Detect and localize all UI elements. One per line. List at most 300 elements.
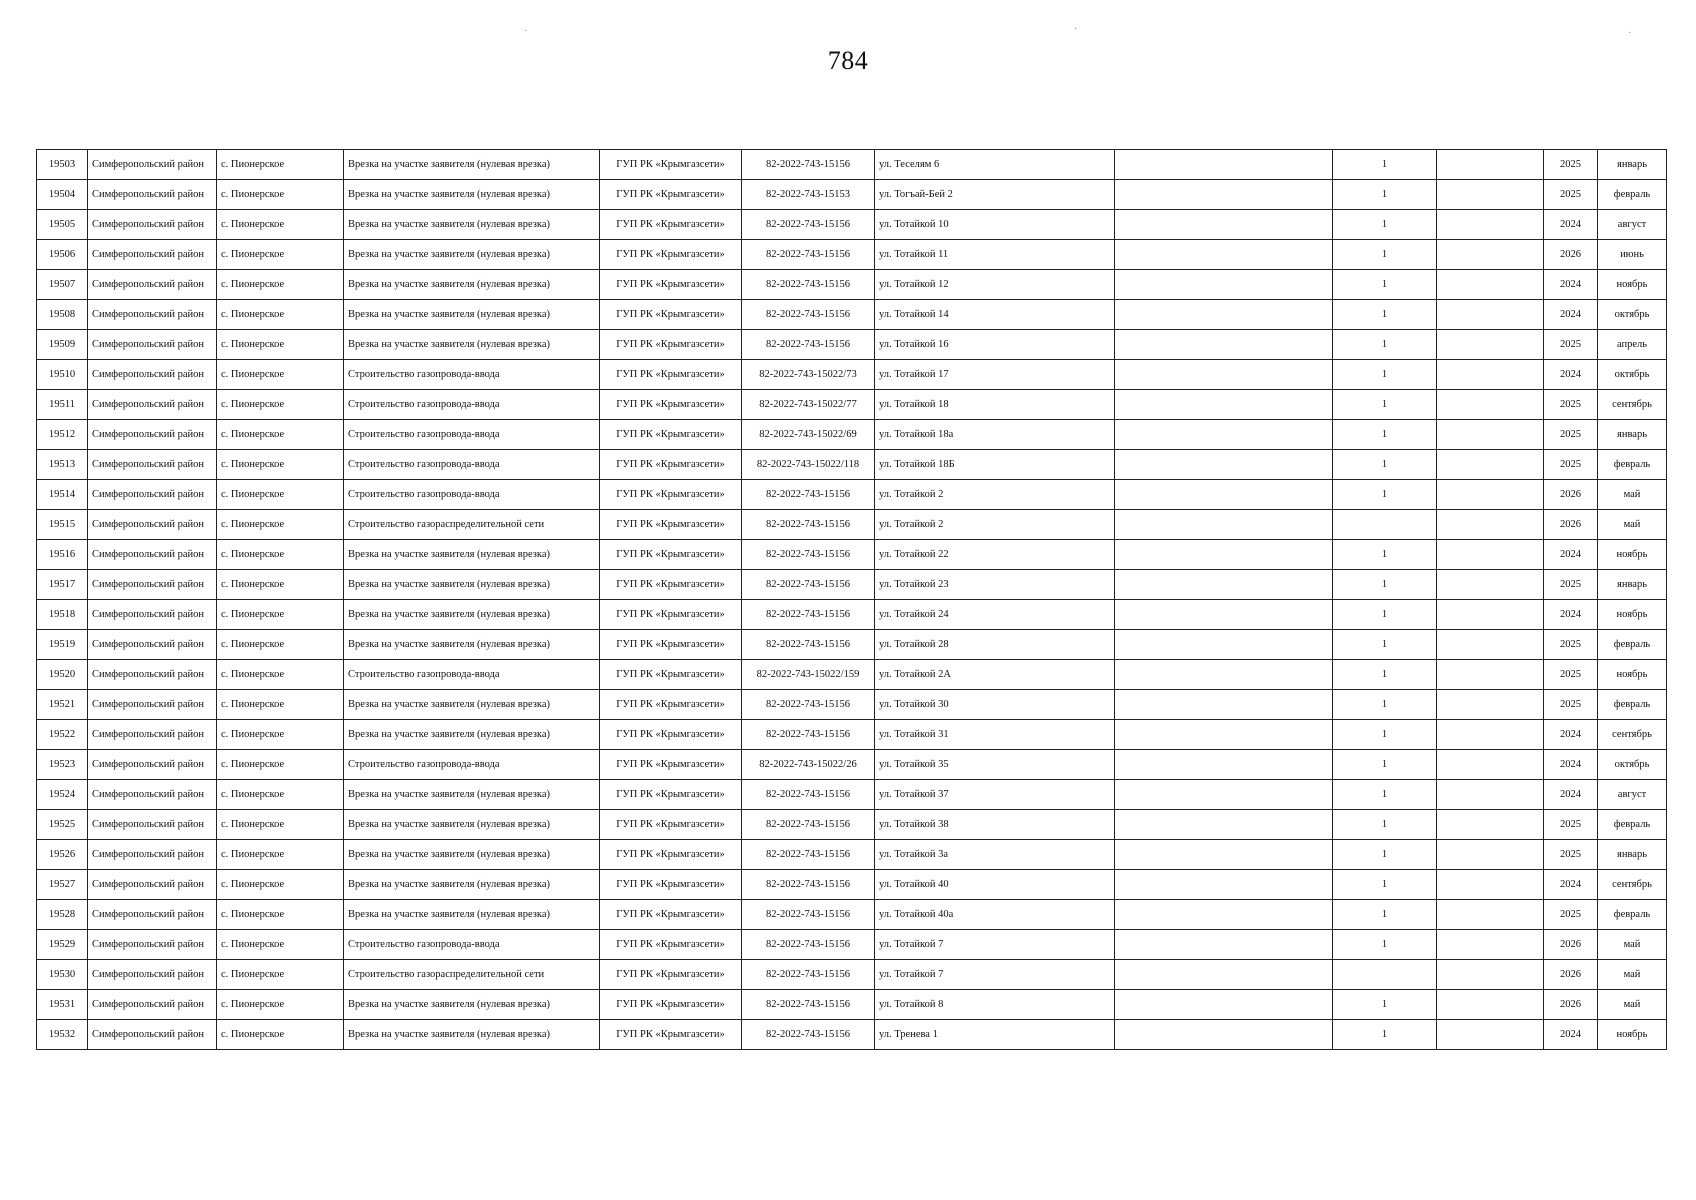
empty-cell	[1115, 300, 1333, 330]
empty-cell	[1115, 900, 1333, 930]
district-cell: Симферопольский район	[88, 720, 217, 750]
work-type-cell: Врезка на участке заявителя (нулевая врезка)	[344, 780, 600, 810]
work-type-cell: Строительство газопровода-ввода	[344, 390, 600, 420]
empty-cell	[1115, 840, 1333, 870]
quantity-cell: 1	[1333, 690, 1437, 720]
quantity-cell: 1	[1333, 780, 1437, 810]
empty-cell	[1115, 480, 1333, 510]
district-cell: Симферопольский район	[88, 780, 217, 810]
address-cell: ул. Тотайкой 23	[875, 570, 1115, 600]
empty-cell	[1115, 240, 1333, 270]
district-cell: Симферопольский район	[88, 660, 217, 690]
work-type-cell: Строительство газораспределительной сети	[344, 960, 600, 990]
contract-number-cell: 82-2022-743-15156	[742, 600, 875, 630]
district-cell: Симферопольский район	[88, 630, 217, 660]
work-type-cell: Строительство газопровода-ввода	[344, 420, 600, 450]
organization-cell: ГУП РК «Крымгазсети»	[600, 390, 742, 420]
address-cell: ул. Тотайкой 12	[875, 270, 1115, 300]
row-number-cell: 19514	[37, 480, 88, 510]
village-cell: с. Пионерское	[217, 810, 344, 840]
empty-cell	[1437, 1020, 1544, 1050]
empty-cell	[1115, 270, 1333, 300]
empty-cell	[1437, 300, 1544, 330]
address-cell: ул. Тотайкой 8	[875, 990, 1115, 1020]
work-type-cell: Врезка на участке заявителя (нулевая врезка)	[344, 210, 600, 240]
year-cell: 2024	[1544, 1020, 1598, 1050]
empty-cell	[1115, 570, 1333, 600]
row-number-cell: 19528	[37, 900, 88, 930]
empty-cell	[1437, 870, 1544, 900]
year-cell: 2024	[1544, 600, 1598, 630]
contract-number-cell: 82-2022-743-15156	[742, 270, 875, 300]
month-cell: февраль	[1598, 450, 1667, 480]
month-cell: ноябрь	[1598, 270, 1667, 300]
work-type-cell: Врезка на участке заявителя (нулевая врезка)	[344, 810, 600, 840]
empty-cell	[1115, 360, 1333, 390]
table-row	[37, 960, 1667, 990]
scan-speck: ·	[1074, 24, 1078, 35]
village-cell: с. Пионерское	[217, 210, 344, 240]
table-row	[37, 390, 1667, 420]
row-number-cell: 19507	[37, 270, 88, 300]
empty-cell	[1437, 600, 1544, 630]
quantity-cell: 1	[1333, 450, 1437, 480]
work-type-cell: Врезка на участке заявителя (нулевая врезка)	[344, 150, 600, 180]
row-number-cell: 19532	[37, 1020, 88, 1050]
contract-number-cell: 82-2022-743-15022/118	[742, 450, 875, 480]
quantity-cell: 1	[1333, 390, 1437, 420]
organization-cell: ГУП РК «Крымгазсети»	[600, 1020, 742, 1050]
organization-cell: ГУП РК «Крымгазсети»	[600, 450, 742, 480]
quantity-cell: 1	[1333, 540, 1437, 570]
year-cell: 2025	[1544, 690, 1598, 720]
contract-number-cell: 82-2022-743-15156	[742, 1020, 875, 1050]
quantity-cell: 1	[1333, 840, 1437, 870]
quantity-cell: 1	[1333, 630, 1437, 660]
row-number-cell: 19512	[37, 420, 88, 450]
village-cell: с. Пионерское	[217, 780, 344, 810]
village-cell: с. Пионерское	[217, 510, 344, 540]
work-type-cell: Строительство газопровода-ввода	[344, 450, 600, 480]
table-row	[37, 450, 1667, 480]
organization-cell: ГУП РК «Крымгазсети»	[600, 840, 742, 870]
table-row	[37, 150, 1667, 180]
empty-cell	[1437, 540, 1544, 570]
month-cell: октябрь	[1598, 360, 1667, 390]
quantity-cell: 1	[1333, 660, 1437, 690]
address-cell: ул. Тотайкой 35	[875, 750, 1115, 780]
quantity-cell: 1	[1333, 240, 1437, 270]
village-cell: с. Пионерское	[217, 450, 344, 480]
table-row	[37, 180, 1667, 210]
empty-cell	[1115, 420, 1333, 450]
row-number-cell: 19508	[37, 300, 88, 330]
address-cell: ул. Тотайкой 7	[875, 930, 1115, 960]
work-type-cell: Врезка на участке заявителя (нулевая врезка)	[344, 870, 600, 900]
empty-cell	[1115, 660, 1333, 690]
row-number-cell: 19505	[37, 210, 88, 240]
quantity-cell: 1	[1333, 270, 1437, 300]
row-number-cell: 19504	[37, 180, 88, 210]
district-cell: Симферопольский район	[88, 390, 217, 420]
empty-cell	[1437, 840, 1544, 870]
table-row	[37, 720, 1667, 750]
empty-cell	[1437, 240, 1544, 270]
table-row	[37, 330, 1667, 360]
empty-cell	[1115, 540, 1333, 570]
village-cell: с. Пионерское	[217, 270, 344, 300]
quantity-cell: 1	[1333, 300, 1437, 330]
village-cell: с. Пионерское	[217, 630, 344, 660]
contract-number-cell: 82-2022-743-15156	[742, 900, 875, 930]
quantity-cell: 1	[1333, 1020, 1437, 1050]
empty-cell	[1437, 180, 1544, 210]
contract-number-cell: 82-2022-743-15022/77	[742, 390, 875, 420]
month-cell: октябрь	[1598, 300, 1667, 330]
address-cell: ул. Тотайкой 28	[875, 630, 1115, 660]
work-type-cell: Строительство газопровода-ввода	[344, 480, 600, 510]
empty-cell	[1437, 690, 1544, 720]
table-row	[37, 360, 1667, 390]
month-cell: ноябрь	[1598, 660, 1667, 690]
organization-cell: ГУП РК «Крымгазсети»	[600, 360, 742, 390]
scan-speck: ·	[524, 26, 528, 37]
organization-cell: ГУП РК «Крымгазсети»	[600, 960, 742, 990]
row-number-cell: 19516	[37, 540, 88, 570]
village-cell: с. Пионерское	[217, 330, 344, 360]
quantity-cell: 1	[1333, 930, 1437, 960]
year-cell: 2025	[1544, 150, 1598, 180]
month-cell: февраль	[1598, 630, 1667, 660]
register-table	[36, 149, 1667, 1050]
address-cell: ул. Тотайкой 2	[875, 510, 1115, 540]
quantity-cell	[1333, 510, 1437, 540]
table-row	[37, 690, 1667, 720]
year-cell: 2026	[1544, 240, 1598, 270]
month-cell: февраль	[1598, 180, 1667, 210]
year-cell: 2026	[1544, 930, 1598, 960]
address-cell: ул. Тотайкой 31	[875, 720, 1115, 750]
address-cell: ул. Тренева 1	[875, 1020, 1115, 1050]
month-cell: февраль	[1598, 690, 1667, 720]
month-cell: май	[1598, 930, 1667, 960]
district-cell: Симферопольский район	[88, 540, 217, 570]
empty-cell	[1437, 420, 1544, 450]
organization-cell: ГУП РК «Крымгазсети»	[600, 600, 742, 630]
organization-cell: ГУП РК «Крымгазсети»	[600, 420, 742, 450]
table-row	[37, 420, 1667, 450]
contract-number-cell: 82-2022-743-15156	[742, 480, 875, 510]
row-number-cell: 19529	[37, 930, 88, 960]
empty-cell	[1437, 150, 1544, 180]
address-cell: ул. Тотайкой 3а	[875, 840, 1115, 870]
organization-cell: ГУП РК «Крымгазсети»	[600, 300, 742, 330]
village-cell: с. Пионерское	[217, 990, 344, 1020]
row-number-cell: 19521	[37, 690, 88, 720]
row-number-cell: 19511	[37, 390, 88, 420]
address-cell: ул. Теселям 6	[875, 150, 1115, 180]
row-number-cell: 19513	[37, 450, 88, 480]
quantity-cell: 1	[1333, 480, 1437, 510]
month-cell: январь	[1598, 840, 1667, 870]
year-cell: 2025	[1544, 570, 1598, 600]
table-row	[37, 990, 1667, 1020]
year-cell: 2025	[1544, 630, 1598, 660]
empty-cell	[1437, 330, 1544, 360]
empty-cell	[1115, 150, 1333, 180]
district-cell: Симферопольский район	[88, 600, 217, 630]
village-cell: с. Пионерское	[217, 360, 344, 390]
row-number-cell: 19518	[37, 600, 88, 630]
district-cell: Симферопольский район	[88, 450, 217, 480]
organization-cell: ГУП РК «Крымгазсети»	[600, 540, 742, 570]
organization-cell: ГУП РК «Крымгазсети»	[600, 930, 742, 960]
village-cell: с. Пионерское	[217, 840, 344, 870]
empty-cell	[1115, 600, 1333, 630]
empty-cell	[1115, 960, 1333, 990]
work-type-cell: Строительство газопровода-ввода	[344, 360, 600, 390]
year-cell: 2024	[1544, 720, 1598, 750]
address-cell: ул. Тотайкой 30	[875, 690, 1115, 720]
village-cell: с. Пионерское	[217, 150, 344, 180]
work-type-cell: Строительство газопровода-ввода	[344, 750, 600, 780]
table-row	[37, 480, 1667, 510]
table-row	[37, 780, 1667, 810]
contract-number-cell: 82-2022-743-15156	[742, 870, 875, 900]
village-cell: с. Пионерское	[217, 390, 344, 420]
work-type-cell: Врезка на участке заявителя (нулевая врезка)	[344, 840, 600, 870]
village-cell: с. Пионерское	[217, 240, 344, 270]
month-cell: февраль	[1598, 810, 1667, 840]
work-type-cell: Врезка на участке заявителя (нулевая врезка)	[344, 270, 600, 300]
row-number-cell: 19520	[37, 660, 88, 690]
empty-cell	[1437, 720, 1544, 750]
row-number-cell: 19531	[37, 990, 88, 1020]
empty-cell	[1115, 510, 1333, 540]
work-type-cell: Врезка на участке заявителя (нулевая врезка)	[344, 570, 600, 600]
organization-cell: ГУП РК «Крымгазсети»	[600, 570, 742, 600]
month-cell: май	[1598, 960, 1667, 990]
organization-cell: ГУП РК «Крымгазсети»	[600, 240, 742, 270]
table-row	[37, 300, 1667, 330]
organization-cell: ГУП РК «Крымгазсети»	[600, 330, 742, 360]
organization-cell: ГУП РК «Крымгазсети»	[600, 990, 742, 1020]
work-type-cell: Строительство газораспределительной сети	[344, 510, 600, 540]
empty-cell	[1437, 810, 1544, 840]
table-row	[37, 210, 1667, 240]
empty-cell	[1115, 780, 1333, 810]
district-cell: Симферопольский район	[88, 480, 217, 510]
year-cell: 2024	[1544, 870, 1598, 900]
empty-cell	[1437, 930, 1544, 960]
organization-cell: ГУП РК «Крымгазсети»	[600, 630, 742, 660]
year-cell: 2024	[1544, 780, 1598, 810]
contract-number-cell: 82-2022-743-15156	[742, 540, 875, 570]
contract-number-cell: 82-2022-743-15156	[742, 690, 875, 720]
empty-cell	[1437, 570, 1544, 600]
contract-number-cell: 82-2022-743-15022/159	[742, 660, 875, 690]
district-cell: Симферопольский район	[88, 150, 217, 180]
year-cell: 2025	[1544, 450, 1598, 480]
district-cell: Симферопольский район	[88, 570, 217, 600]
district-cell: Симферопольский район	[88, 690, 217, 720]
empty-cell	[1115, 870, 1333, 900]
quantity-cell: 1	[1333, 420, 1437, 450]
month-cell: январь	[1598, 420, 1667, 450]
empty-cell	[1115, 750, 1333, 780]
work-type-cell: Врезка на участке заявителя (нулевая врезка)	[344, 630, 600, 660]
year-cell: 2026	[1544, 960, 1598, 990]
table-row	[37, 840, 1667, 870]
scan-speck: ·	[1628, 28, 1632, 39]
empty-cell	[1115, 450, 1333, 480]
table-row	[37, 930, 1667, 960]
year-cell: 2024	[1544, 210, 1598, 240]
month-cell: январь	[1598, 570, 1667, 600]
village-cell: с. Пионерское	[217, 420, 344, 450]
row-number-cell: 19530	[37, 960, 88, 990]
month-cell: ноябрь	[1598, 600, 1667, 630]
contract-number-cell: 82-2022-743-15156	[742, 630, 875, 660]
address-cell: ул. Тотайкой 24	[875, 600, 1115, 630]
contract-number-cell: 82-2022-743-15156	[742, 300, 875, 330]
month-cell: май	[1598, 480, 1667, 510]
quantity-cell: 1	[1333, 750, 1437, 780]
empty-cell	[1437, 510, 1544, 540]
empty-cell	[1437, 660, 1544, 690]
empty-cell	[1115, 810, 1333, 840]
contract-number-cell: 82-2022-743-15156	[742, 570, 875, 600]
organization-cell: ГУП РК «Крымгазсети»	[600, 180, 742, 210]
year-cell: 2026	[1544, 480, 1598, 510]
village-cell: с. Пионерское	[217, 180, 344, 210]
organization-cell: ГУП РК «Крымгазсети»	[600, 780, 742, 810]
district-cell: Симферопольский район	[88, 840, 217, 870]
row-number-cell: 19526	[37, 840, 88, 870]
address-cell: ул. Тотайкой 18	[875, 390, 1115, 420]
village-cell: с. Пионерское	[217, 300, 344, 330]
organization-cell: ГУП РК «Крымгазсети»	[600, 150, 742, 180]
work-type-cell: Врезка на участке заявителя (нулевая врезка)	[344, 900, 600, 930]
work-type-cell: Врезка на участке заявителя (нулевая врезка)	[344, 720, 600, 750]
empty-cell	[1115, 720, 1333, 750]
row-number-cell: 19519	[37, 630, 88, 660]
quantity-cell: 1	[1333, 810, 1437, 840]
village-cell: с. Пионерское	[217, 600, 344, 630]
district-cell: Симферопольский район	[88, 420, 217, 450]
table-row	[37, 540, 1667, 570]
table-row	[37, 750, 1667, 780]
district-cell: Симферопольский район	[88, 1020, 217, 1050]
village-cell: с. Пионерское	[217, 570, 344, 600]
year-cell: 2024	[1544, 360, 1598, 390]
table-row	[37, 510, 1667, 540]
empty-cell	[1115, 690, 1333, 720]
empty-cell	[1437, 750, 1544, 780]
address-cell: ул. Тотайкой 2	[875, 480, 1115, 510]
district-cell: Симферопольский район	[88, 180, 217, 210]
year-cell: 2025	[1544, 810, 1598, 840]
village-cell: с. Пионерское	[217, 930, 344, 960]
table-row	[37, 900, 1667, 930]
organization-cell: ГУП РК «Крымгазсети»	[600, 720, 742, 750]
year-cell: 2025	[1544, 840, 1598, 870]
month-cell: август	[1598, 780, 1667, 810]
year-cell: 2025	[1544, 420, 1598, 450]
row-number-cell: 19510	[37, 360, 88, 390]
year-cell: 2024	[1544, 270, 1598, 300]
district-cell: Симферопольский район	[88, 510, 217, 540]
month-cell: сентябрь	[1598, 720, 1667, 750]
month-cell: апрель	[1598, 330, 1667, 360]
empty-cell	[1437, 960, 1544, 990]
year-cell: 2024	[1544, 300, 1598, 330]
year-cell: 2025	[1544, 330, 1598, 360]
address-cell: ул. Тотайкой 2А	[875, 660, 1115, 690]
address-cell: ул. Тотайкой 10	[875, 210, 1115, 240]
empty-cell	[1437, 990, 1544, 1020]
contract-number-cell: 82-2022-743-15156	[742, 510, 875, 540]
address-cell: ул. Тотайкой 16	[875, 330, 1115, 360]
month-cell: май	[1598, 990, 1667, 1020]
empty-cell	[1437, 450, 1544, 480]
row-number-cell: 19524	[37, 780, 88, 810]
empty-cell	[1115, 330, 1333, 360]
quantity-cell: 1	[1333, 600, 1437, 630]
quantity-cell: 1	[1333, 570, 1437, 600]
contract-number-cell: 82-2022-743-15156	[742, 330, 875, 360]
address-cell: ул. Тотайкой 22	[875, 540, 1115, 570]
contract-number-cell: 82-2022-743-15022/26	[742, 750, 875, 780]
empty-cell	[1437, 360, 1544, 390]
quantity-cell: 1	[1333, 360, 1437, 390]
work-type-cell: Строительство газопровода-ввода	[344, 660, 600, 690]
month-cell: январь	[1598, 150, 1667, 180]
address-cell: ул. Тотайкой 17	[875, 360, 1115, 390]
empty-cell	[1115, 390, 1333, 420]
address-cell: ул. Тотайкой 7	[875, 960, 1115, 990]
empty-cell	[1437, 390, 1544, 420]
address-cell: ул. Тотайкой 18а	[875, 420, 1115, 450]
address-cell: ул. Тотайкой 14	[875, 300, 1115, 330]
district-cell: Симферопольский район	[88, 960, 217, 990]
district-cell: Симферопольский район	[88, 240, 217, 270]
work-type-cell: Врезка на участке заявителя (нулевая врезка)	[344, 540, 600, 570]
work-type-cell: Врезка на участке заявителя (нулевая врезка)	[344, 330, 600, 360]
table-row	[37, 660, 1667, 690]
address-cell: ул. Тотайкой 40а	[875, 900, 1115, 930]
district-cell: Симферопольский район	[88, 210, 217, 240]
district-cell: Симферопольский район	[88, 750, 217, 780]
month-cell: октябрь	[1598, 750, 1667, 780]
organization-cell: ГУП РК «Крымгазсети»	[600, 480, 742, 510]
work-type-cell: Врезка на участке заявителя (нулевая врезка)	[344, 180, 600, 210]
empty-cell	[1115, 1020, 1333, 1050]
address-cell: ул. Тотайкой 40	[875, 870, 1115, 900]
organization-cell: ГУП РК «Крымгазсети»	[600, 210, 742, 240]
year-cell: 2026	[1544, 990, 1598, 1020]
empty-cell	[1437, 780, 1544, 810]
row-number-cell: 19515	[37, 510, 88, 540]
district-cell: Симферопольский район	[88, 330, 217, 360]
contract-number-cell: 82-2022-743-15156	[742, 810, 875, 840]
year-cell: 2025	[1544, 660, 1598, 690]
quantity-cell: 1	[1333, 870, 1437, 900]
village-cell: с. Пионерское	[217, 720, 344, 750]
month-cell: май	[1598, 510, 1667, 540]
quantity-cell: 1	[1333, 180, 1437, 210]
district-cell: Симферопольский район	[88, 810, 217, 840]
